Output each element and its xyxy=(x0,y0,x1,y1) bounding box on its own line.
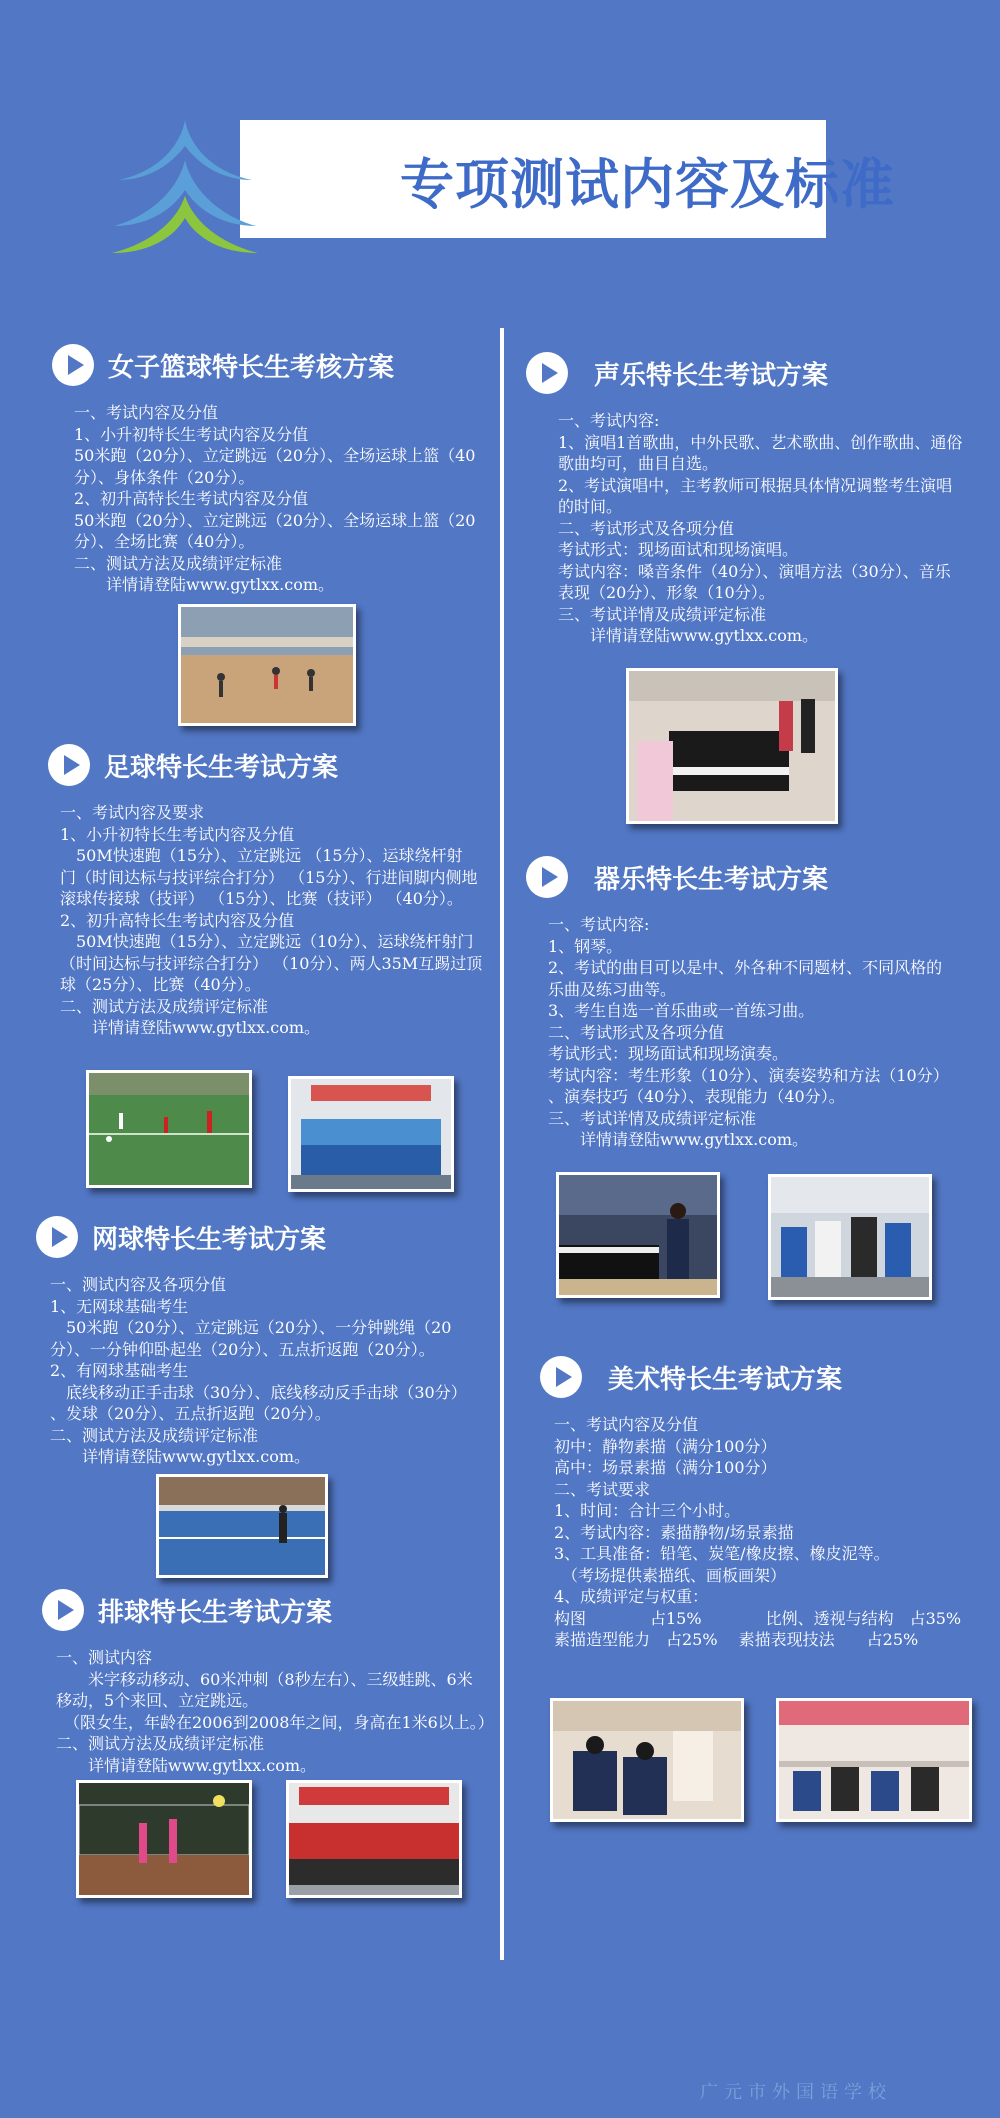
text-line: 50米跑（20分）、立定跳远（20分）、全场运球上篮（20 xyxy=(74,510,476,530)
text-line: 二、考试形式及各项分值 xyxy=(548,1022,725,1042)
instrumental-piano-photo xyxy=(556,1172,720,1298)
section-body xyxy=(526,914,976,1151)
text-line: 分）、全场比赛（40分）。 xyxy=(74,532,255,551)
text-line: 、发球（20分）、五点折返跑（20分）。 xyxy=(50,1404,331,1423)
text-line: 50米跑（20分）、立定跳远（20分）、一分钟跳绳（20 xyxy=(50,1318,452,1337)
text-line: 4、成绩评定与权重： xyxy=(554,1587,709,1606)
text-line: 考试内容：嗓音条件（40分）、演唱方法（30分）、音乐 xyxy=(558,561,951,581)
section-volleyball xyxy=(42,1585,492,1776)
section-header xyxy=(526,348,976,398)
text-line: 详情请登陆www.gytlxx.com。 xyxy=(50,1447,311,1466)
text-line: 构图 占15% 比例、透视与结构 占35% xyxy=(554,1608,962,1628)
text-line: 2、初升高特长生考试内容及分值 xyxy=(60,910,295,930)
text-line: 详情请登陆www.gytlxx.com。 xyxy=(56,1755,317,1775)
text-line: 二、测试方法及成绩评定标准 xyxy=(50,1425,259,1445)
play-icon xyxy=(526,856,568,898)
text-line: 滚球传接球（技评） （15分）、比赛（技评） （40分）。 xyxy=(60,889,463,908)
tennis-photo xyxy=(156,1474,328,1578)
art-classroom-photo xyxy=(776,1698,972,1822)
section-body xyxy=(36,1274,486,1468)
play-icon xyxy=(52,344,94,386)
page-title: 专项测试内容及标准 xyxy=(400,153,895,216)
section-header xyxy=(526,852,976,902)
text-line: 50米跑（20分）、立定跳远（20分）、全场运球上篮（40 xyxy=(74,446,476,465)
text-line: （考场提供素描纸、画板画架） xyxy=(554,1565,787,1585)
volleyball-team-photo xyxy=(286,1780,462,1898)
play-icon xyxy=(526,352,568,394)
text-line: 50M快速跑（15分）、立定跳远 （15分）、运球绕杆射 xyxy=(60,846,463,865)
section-body xyxy=(526,410,976,647)
text-line: 米字移动移动、60米冲刺（8秒左右）、三级蛙跳、6米 xyxy=(56,1669,473,1689)
section-art xyxy=(540,1352,980,1651)
text-line: 详情请登陆www.gytlxx.com。 xyxy=(60,1018,321,1037)
text-line: （时间达标与技评综合打分） （10分）、两人35M互踢过顶 xyxy=(60,953,483,973)
text-line: 表现（20分）、形象（10分）。 xyxy=(558,583,775,602)
text-line: 、演奏技巧（40分）、表现能力（40分）。 xyxy=(548,1087,845,1106)
vocal-photo xyxy=(626,668,838,824)
text-line: 二、考试要求 xyxy=(554,1479,651,1499)
text-line: 二、测试方法及成绩评定标准 xyxy=(60,996,269,1016)
column-divider xyxy=(500,328,504,1960)
section-title: 足球特长生考试方案 xyxy=(104,752,339,783)
basketball-photo xyxy=(178,604,356,726)
text-line: 考试内容：考生形象（10分）、演奏姿势和方法（10分） xyxy=(548,1065,949,1085)
text-line: 1、演唱1首歌曲，中外民歌、艺术歌曲、创作歌曲、通俗 xyxy=(558,432,963,452)
section-title: 美术特长生考试方案 xyxy=(608,1364,843,1395)
section-title: 女子篮球特长生考核方案 xyxy=(108,352,395,383)
title-banner xyxy=(110,118,895,236)
text-line: 球（25分）、比赛（40分）。 xyxy=(60,975,261,994)
art-studio-photo xyxy=(550,1698,744,1822)
text-line: 高中：场景素描（满分100分） xyxy=(554,1458,777,1477)
school-logo-icon xyxy=(110,118,260,258)
section-football xyxy=(48,740,488,1039)
text-line: 2、初升高特长生考试内容及分值 xyxy=(74,489,309,508)
section-body xyxy=(48,802,488,1039)
section-tennis xyxy=(36,1212,486,1468)
text-line: 二、测试方法及成绩评定标准 xyxy=(74,553,283,573)
play-icon xyxy=(48,744,90,786)
text-line: 素描造型能力 占25% 素描表现技法 占25% xyxy=(554,1630,919,1649)
text-line: 一、考试内容: xyxy=(558,411,660,430)
text-line: 三、考试详情及成绩评定标准 xyxy=(548,1108,757,1128)
text-line: 门（时间达标与技评综合打分） （15分）、行进间脚内侧地 xyxy=(60,867,478,887)
title-box xyxy=(240,120,895,238)
text-line: 的时间。 xyxy=(558,497,623,516)
text-line: 二、考试形式及各项分值 xyxy=(558,518,735,538)
text-line: 分）、一分钟仰卧起坐（20分）、五点折返跑（20分）。 xyxy=(50,1339,435,1359)
section-body xyxy=(540,1414,980,1651)
text-line: 考试形式：现场面试和现场演唱。 xyxy=(558,540,799,559)
text-line: 一、测试内容 xyxy=(56,1648,153,1667)
section-body xyxy=(42,1647,492,1776)
text-line: 1、无网球基础考生 xyxy=(50,1296,189,1316)
text-line: 考试形式：现场面试和现场演奏。 xyxy=(548,1044,789,1063)
text-line: 初中：静物素描（满分100分） xyxy=(554,1436,777,1456)
text-line: 一、考试内容: xyxy=(548,915,650,934)
play-icon xyxy=(540,1356,582,1398)
section-header xyxy=(36,1212,486,1262)
volleyball-photo xyxy=(76,1780,252,1898)
section-header xyxy=(42,1585,492,1635)
text-line: 二、测试方法及成绩评定标准 xyxy=(56,1734,265,1753)
section-header xyxy=(48,740,488,790)
section-title: 声乐特长生考试方案 xyxy=(594,360,829,391)
play-icon xyxy=(36,1216,78,1258)
text-line: 2、考试演唱中，主考教师可根据具体情况调整考生演唱 xyxy=(558,475,953,495)
text-line: 一、测试内容及各项分值 xyxy=(50,1275,227,1294)
text-line: 移动，5个来回、立定跳远。 xyxy=(56,1691,259,1710)
text-line: 50M快速跑（15分）、立定跳远（10分）、运球绕杆射门 xyxy=(60,932,474,951)
text-line: 1、时间：合计三个小时。 xyxy=(554,1501,741,1520)
text-line: 3、考生自选一首乐曲或一首练习曲。 xyxy=(548,1001,815,1020)
text-line: 三、考试详情及成绩评定标准 xyxy=(558,604,767,624)
section-instrumental xyxy=(526,852,976,1151)
section-title: 网球特长生考试方案 xyxy=(92,1224,327,1255)
text-line: 详情请登陆www.gytlxx.com。 xyxy=(74,575,335,594)
section-header xyxy=(540,1352,980,1402)
section-vocal xyxy=(526,348,976,647)
text-line: 1、小升初特长生考试内容及分值 xyxy=(60,824,295,844)
text-line: 3、工具准备：铅笔、炭笔/橡皮擦、橡皮泥等。 xyxy=(554,1544,890,1563)
text-line: 2、有网球基础考生 xyxy=(50,1361,189,1380)
football-photo xyxy=(86,1070,252,1188)
text-line: 歌曲均可，曲目自选。 xyxy=(558,454,719,473)
section-basketball xyxy=(52,340,482,596)
text-line: 2、考试内容：素描静物/场景素描 xyxy=(554,1522,794,1542)
text-line: 分）、身体条件（20分）。 xyxy=(74,467,255,487)
text-line: 详情请登陆www.gytlxx.com。 xyxy=(558,626,819,645)
section-header xyxy=(52,340,482,390)
text-line: 详情请登陆www.gytlxx.com。 xyxy=(548,1130,809,1149)
text-line: 一、考试内容及分值 xyxy=(554,1415,699,1434)
text-line: （限女生，年龄在2006到2008年之间，身高在1米6以上。） xyxy=(56,1712,494,1732)
text-line: 1、小升初特长生考试内容及分值 xyxy=(74,424,309,444)
football-team-photo xyxy=(288,1076,454,1192)
instrumental-class-photo xyxy=(768,1174,932,1300)
text-line: 乐曲及练习曲等。 xyxy=(548,979,677,999)
text-line: 2、考试的曲目可以是中、外各种不同题材、不同风格的 xyxy=(548,958,943,977)
play-icon xyxy=(42,1589,84,1631)
text-line: 一、考试内容及分值 xyxy=(74,403,219,422)
text-line: 1、钢琴。 xyxy=(548,936,623,956)
text-line: 一、考试内容及要求 xyxy=(60,803,205,822)
section-title: 器乐特长生考试方案 xyxy=(594,864,829,895)
text-line: 底线移动正手击球（30分）、底线移动反手击球（30分） xyxy=(50,1382,467,1402)
section-title: 排球特长生考试方案 xyxy=(98,1597,333,1628)
watermark: 广元市外国语学校 xyxy=(700,2082,892,2103)
section-body xyxy=(52,402,482,596)
